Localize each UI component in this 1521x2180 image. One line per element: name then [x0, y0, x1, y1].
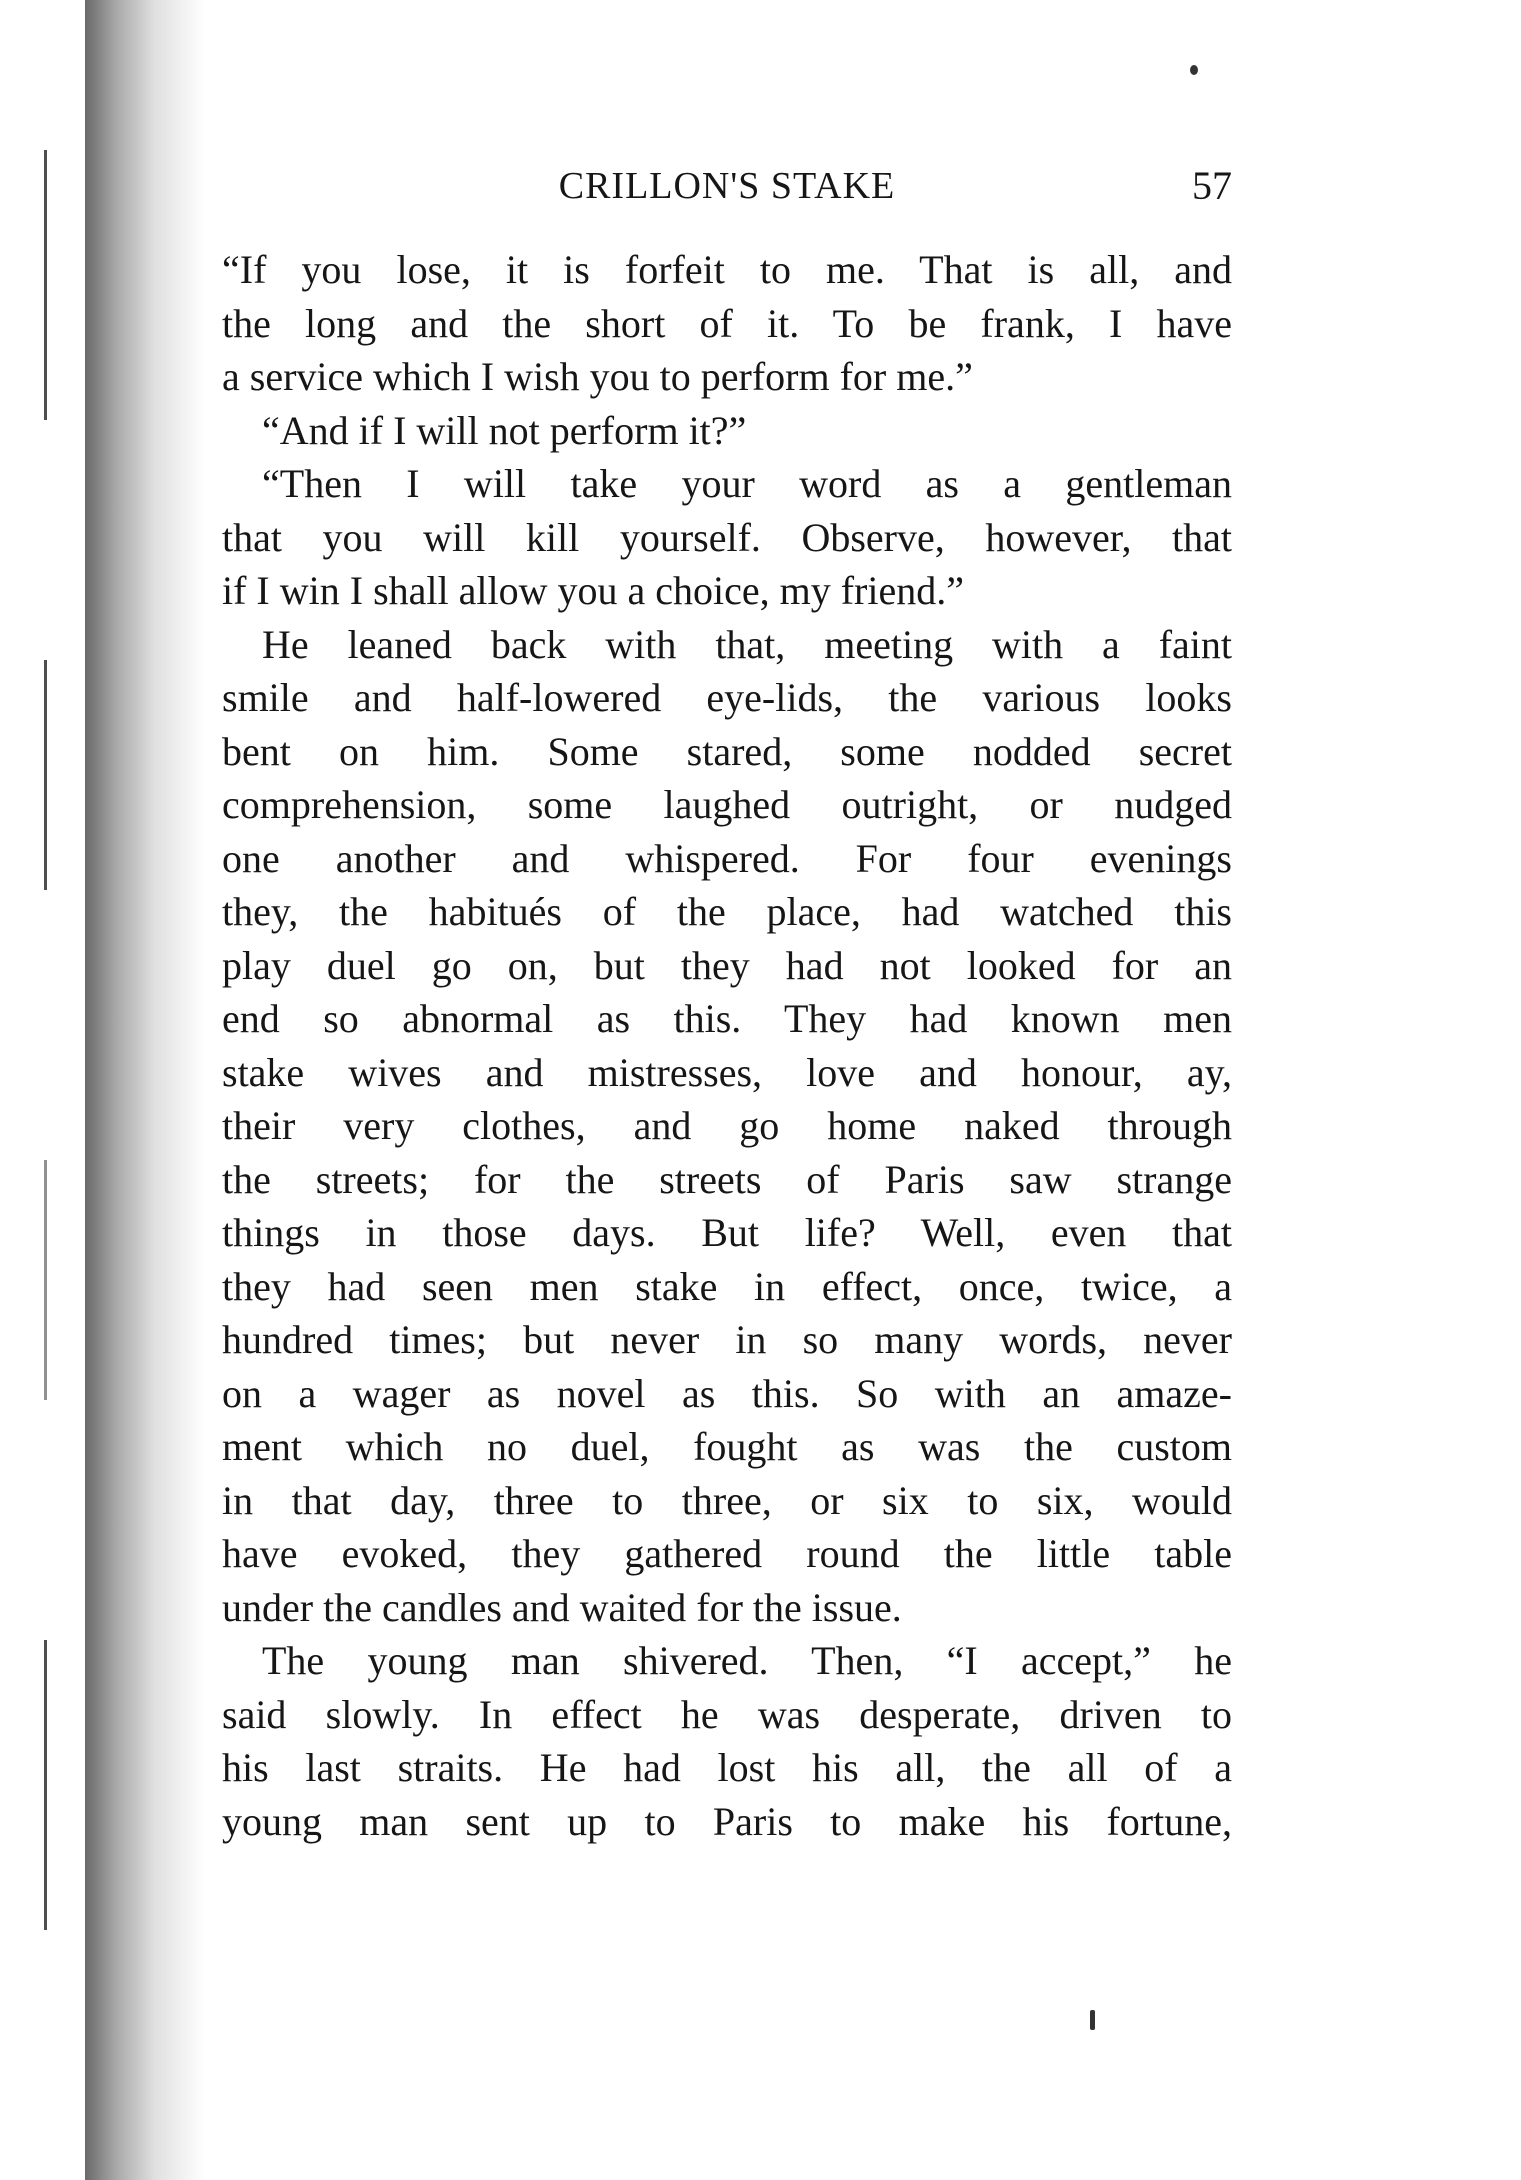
text-line: a service which I wish you to perform for me.” [222, 354, 973, 399]
text-line: one another and whispered. For four evenings [222, 835, 1232, 881]
text-line: that you will kill yourself. Observe, however, that [222, 514, 1232, 560]
text-line: the streets; for the streets of Paris saw strange [222, 1156, 1232, 1202]
text-line: they had seen men stake in effect, once, twice, a [222, 1263, 1232, 1309]
text-line: bent on him. Some stared, some nodded secret [222, 728, 1232, 774]
text-line: “If you lose, it is forfeit to me. That is all, and [222, 247, 1232, 292]
text-line: said slowly. In effect he was desperate, driven to [222, 1691, 1232, 1737]
text-line: if I win I shall allow you a choice, my friend.” [222, 568, 964, 613]
text-line: have evoked, they gathered round the little table [222, 1531, 1232, 1576]
ink-speck [1090, 2010, 1095, 2030]
scan-edge-mark [44, 1640, 47, 1930]
text-line: “And if I will not perform it?” [262, 407, 747, 453]
text-line: young man sent up to Paris to make his fortune, [222, 1798, 1232, 1844]
text-line: the long and the short of it. To be frank, I have [222, 300, 1232, 346]
page-header [222, 160, 1232, 212]
page-number: 57 [1192, 163, 1232, 208]
text-line: end so abnormal as this. They had known men [222, 996, 1232, 1041]
text-line: “Then I will take your word as a gentleman [262, 461, 1232, 506]
text-line: their very clothes, and go home naked through [222, 1103, 1232, 1148]
text-line: play duel go on, but they had not looked for an [222, 942, 1232, 988]
text-line: under the candles and waited for the issue. [222, 1584, 902, 1630]
text-line: things in those days. But life? Well, even that [222, 1210, 1232, 1255]
text-line: in that day, three to three, or six to six, would [222, 1477, 1232, 1523]
text-line: The young man shivered. Then, “I accept,” he [262, 1638, 1232, 1683]
text-line: hundred times; but never in so many words, never [222, 1317, 1232, 1362]
ink-speck [1190, 65, 1198, 75]
scan-edge-mark [44, 1160, 47, 1400]
text-line: on a wager as novel as this. So with an amaze- [222, 1370, 1232, 1416]
text-line: smile and half-lowered eye-lids, the various looks [222, 675, 1232, 720]
scan-edge-mark [44, 150, 47, 420]
text-line: his last straits. He had lost his all, the all of a [222, 1745, 1232, 1790]
text-line: stake wives and mistresses, love and honour, ay, [222, 1049, 1232, 1095]
text-line: they, the habitués of the place, had watched this [222, 889, 1232, 934]
text-line: He leaned back with that, meeting with a faint [262, 621, 1232, 667]
text-line: ment which no duel, fought as was the custom [222, 1424, 1232, 1469]
running-head: CRILLON'S STAKE [558, 165, 896, 207]
scan-edge-mark [44, 660, 47, 890]
text-line: comprehension, some laughed outright, or nudged [222, 782, 1232, 827]
scan-gutter-shadow [85, 0, 205, 2180]
page-body [222, 243, 1232, 1848]
